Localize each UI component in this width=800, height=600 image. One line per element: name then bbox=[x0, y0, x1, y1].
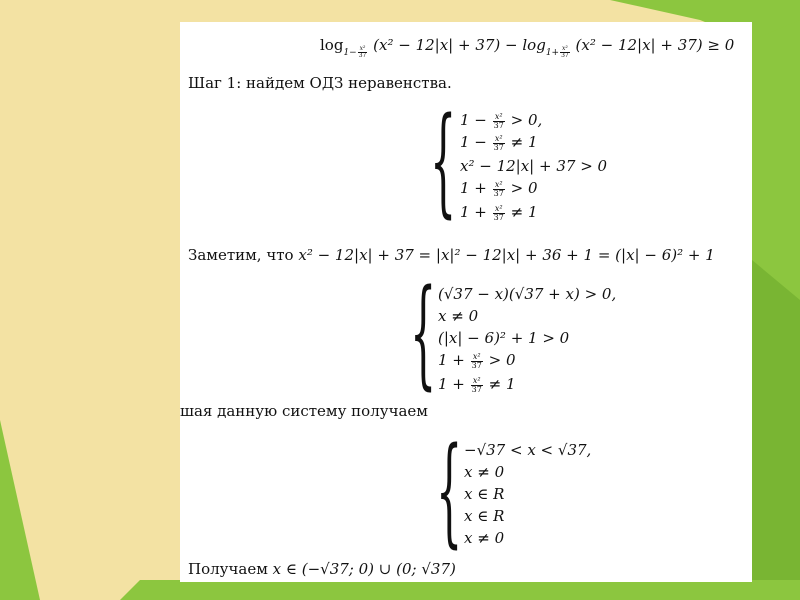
system1-line4 bbox=[460, 178, 538, 198]
base1-fraction bbox=[358, 46, 368, 59]
s2-l4-post: > 0 bbox=[483, 351, 516, 369]
s2-l5-num: x² bbox=[471, 377, 483, 386]
step1-heading: Шаг 1: найдем ОДЗ неравенства. bbox=[188, 74, 452, 92]
s1-l2-pre: 1 − bbox=[460, 133, 492, 151]
note-expr: x² − 12|x| + 37 = |x|² − 12|x| + 36 + 1 = (|x| − 6)² + 1 bbox=[298, 246, 715, 264]
system3-line5: x ≠ 0 bbox=[464, 529, 505, 547]
s1-l4-pre: 1 + bbox=[460, 179, 492, 197]
s2-l5-den: 37 bbox=[471, 384, 482, 394]
system1-line1 bbox=[460, 110, 542, 130]
base2-prefix: 1+ bbox=[545, 48, 560, 58]
s1-l2-den: 37 bbox=[493, 142, 504, 152]
s2-l5-frac bbox=[471, 377, 483, 394]
s2-l4-num: x² bbox=[471, 353, 483, 362]
system2-line4 bbox=[438, 350, 516, 370]
s1-l4-den: 37 bbox=[493, 188, 504, 198]
base1-den: 37 bbox=[358, 52, 367, 59]
s1-l5-frac bbox=[493, 205, 505, 222]
system1-line5 bbox=[460, 202, 538, 222]
system3-line1: −√37 < x < √37, bbox=[464, 441, 592, 459]
log-base-1 bbox=[343, 45, 368, 59]
base1-prefix: 1− bbox=[343, 48, 357, 58]
base1-num: x² bbox=[359, 45, 366, 52]
s2-l4-pre: 1 + bbox=[438, 351, 470, 369]
base2-den: 37 bbox=[561, 52, 569, 59]
system2-line1: (√37 − x)(√37 + x) > 0, bbox=[438, 285, 617, 303]
system3-brace: { bbox=[436, 421, 463, 559]
s1-l1-den: 37 bbox=[493, 120, 504, 130]
system1-line2 bbox=[460, 132, 538, 152]
s2-l4-den: 37 bbox=[471, 360, 482, 370]
system1-brace: { bbox=[430, 91, 457, 229]
s1-l5-post: ≠ 1 bbox=[505, 203, 538, 221]
note-line bbox=[188, 246, 715, 264]
system3-line3: x ∈ R bbox=[464, 485, 505, 503]
s1-l4-num: x² bbox=[493, 181, 505, 190]
log-text-1: log bbox=[320, 36, 344, 54]
s1-l5-pre: 1 + bbox=[460, 203, 492, 221]
log-end-text: (x² − 12|x| + 37) ≥ 0 bbox=[575, 36, 735, 54]
system3-line4: x ∈ R bbox=[464, 507, 505, 525]
system1-line3: x² − 12|x| + 37 > 0 bbox=[460, 157, 608, 175]
s1-l2-num: x² bbox=[493, 135, 505, 144]
system2-line3: (|x| − 6)² + 1 > 0 bbox=[438, 329, 570, 347]
s1-l5-den: 37 bbox=[493, 212, 504, 222]
s2-l5-post: ≠ 1 bbox=[483, 375, 516, 393]
green-shade-shape-right bbox=[752, 260, 800, 600]
result-line bbox=[188, 560, 456, 578]
s1-l1-num: x² bbox=[493, 113, 505, 122]
system3-line2: x ≠ 0 bbox=[464, 463, 505, 481]
document-page bbox=[180, 22, 752, 582]
main-inequality bbox=[320, 36, 734, 57]
s1-l1-frac bbox=[493, 113, 505, 130]
s1-l2-frac bbox=[493, 135, 505, 152]
s1-l2-post: ≠ 1 bbox=[505, 133, 538, 151]
system2-line2: x ≠ 0 bbox=[438, 307, 479, 325]
solving-text: шая данную систему получаем bbox=[180, 402, 428, 420]
system2-brace: { bbox=[410, 263, 437, 401]
s1-l5-num: x² bbox=[493, 205, 505, 214]
s1-l4-frac bbox=[493, 181, 505, 198]
s1-l1-pre: 1 − bbox=[460, 111, 492, 129]
base2-num: x² bbox=[562, 45, 568, 52]
s1-l1-post: > 0, bbox=[505, 111, 543, 129]
s1-l4-post: > 0 bbox=[505, 179, 538, 197]
green-shape-bottom bbox=[120, 580, 800, 600]
log-base-2 bbox=[545, 45, 571, 59]
s2-l5-pre: 1 + bbox=[438, 375, 470, 393]
base2-fraction bbox=[560, 46, 570, 59]
result-expr: x ∈ (−√37; 0) ∪ (0; √37) bbox=[272, 560, 456, 578]
note-text: Заметим, что bbox=[188, 246, 299, 264]
system2-line5 bbox=[438, 374, 516, 394]
green-shape-left bbox=[0, 420, 40, 600]
log-middle-text: (x² − 12|x| + 37) − log bbox=[373, 36, 546, 54]
s2-l4-frac bbox=[471, 353, 483, 370]
result-text: Получаем bbox=[188, 560, 273, 578]
